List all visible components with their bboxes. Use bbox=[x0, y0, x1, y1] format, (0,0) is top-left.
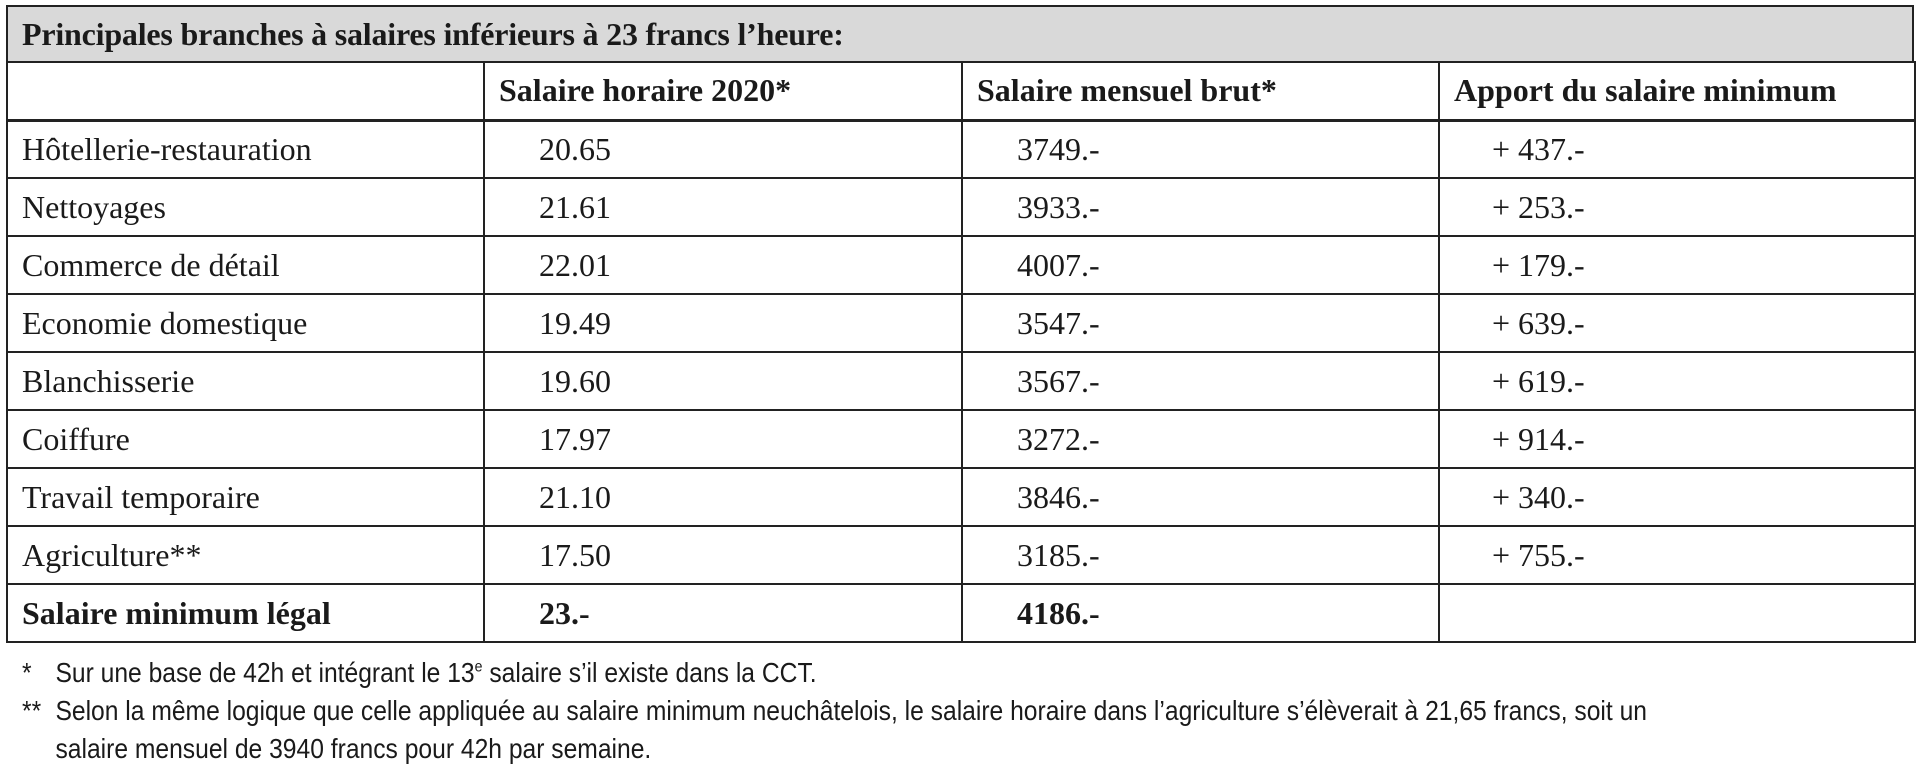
hourly-cell: 17.97 bbox=[484, 410, 962, 468]
header-row bbox=[7, 62, 1915, 120]
hourly-cell: 17.50 bbox=[484, 526, 962, 584]
branch-cell: Nettoyages bbox=[7, 178, 484, 236]
footnote-2-text: Selon la même logique que celle appliquée au salaire minimum neuchâtelois, le salaire horaire dans l’agriculture s’élèverait à 21,65 francs, soit un salaire mensuel de 3940 francs pour 42h par semaine. bbox=[55, 695, 1647, 764]
table-row bbox=[7, 178, 1915, 236]
footnote-1-text-before: Sur une base de 42h et intégrant le 13 bbox=[55, 657, 475, 688]
table-row bbox=[7, 526, 1915, 584]
total-monthly-cell: 4186.- bbox=[962, 584, 1439, 642]
footnotes bbox=[22, 654, 1676, 768]
hourly-cell: 21.61 bbox=[484, 178, 962, 236]
total-label-cell: Salaire minimum légal bbox=[7, 584, 484, 642]
column-header-monthly: Salaire mensuel brut* bbox=[962, 62, 1439, 120]
total-hourly-cell: 23.- bbox=[484, 584, 962, 642]
salary-table bbox=[6, 61, 1916, 643]
branch-cell: Hôtellerie-restauration bbox=[7, 120, 484, 178]
apport-cell: + 340.- bbox=[1439, 468, 1915, 526]
footnote-1-marker: * bbox=[22, 657, 32, 688]
total-row bbox=[7, 584, 1915, 642]
footnote-1-superscript: e bbox=[474, 658, 483, 676]
hourly-cell: 19.60 bbox=[484, 352, 962, 410]
apport-cell: + 755.- bbox=[1439, 526, 1915, 584]
branch-cell: Commerce de détail bbox=[7, 236, 484, 294]
table-row bbox=[7, 120, 1915, 178]
hourly-cell: 20.65 bbox=[484, 120, 962, 178]
table-row bbox=[7, 236, 1915, 294]
monthly-cell: 3846.- bbox=[962, 468, 1439, 526]
branch-cell: Coiffure bbox=[7, 410, 484, 468]
column-header-apport: Apport du salaire minimum bbox=[1439, 62, 1915, 120]
footnote-1 bbox=[22, 654, 1676, 692]
hourly-cell: 19.49 bbox=[484, 294, 962, 352]
branch-cell: Travail temporaire bbox=[7, 468, 484, 526]
monthly-cell: 3272.- bbox=[962, 410, 1439, 468]
apport-cell: + 437.- bbox=[1439, 120, 1915, 178]
table-row bbox=[7, 468, 1915, 526]
monthly-cell: 3547.- bbox=[962, 294, 1439, 352]
monthly-cell: 3185.- bbox=[962, 526, 1439, 584]
total-apport-cell bbox=[1439, 584, 1915, 642]
footnote-1-text-after: salaire s’il existe dans la CCT. bbox=[482, 657, 817, 688]
monthly-cell: 3567.- bbox=[962, 352, 1439, 410]
monthly-cell: 4007.- bbox=[962, 236, 1439, 294]
salary-table-container bbox=[6, 5, 1914, 643]
apport-cell: + 253.- bbox=[1439, 178, 1915, 236]
footnote-1-text bbox=[55, 654, 1676, 692]
branch-cell: Economie domestique bbox=[7, 294, 484, 352]
table-row bbox=[7, 410, 1915, 468]
column-header-hourly: Salaire horaire 2020* bbox=[484, 62, 962, 120]
monthly-cell: 3933.- bbox=[962, 178, 1439, 236]
apport-cell: + 914.- bbox=[1439, 410, 1915, 468]
footnote-2 bbox=[22, 692, 1676, 768]
apport-cell: + 639.- bbox=[1439, 294, 1915, 352]
table-row bbox=[7, 352, 1915, 410]
hourly-cell: 22.01 bbox=[484, 236, 962, 294]
column-header-branch bbox=[7, 62, 484, 120]
table-title: Principales branches à salaires inférieurs à 23 francs l’heure: bbox=[6, 5, 1914, 61]
hourly-cell: 21.10 bbox=[484, 468, 962, 526]
branch-cell: Blanchisserie bbox=[7, 352, 484, 410]
footnote-2-marker: ** bbox=[22, 695, 42, 726]
apport-cell: + 619.- bbox=[1439, 352, 1915, 410]
table-row bbox=[7, 294, 1915, 352]
monthly-cell: 3749.- bbox=[962, 120, 1439, 178]
branch-cell: Agriculture** bbox=[7, 526, 484, 584]
apport-cell: + 179.- bbox=[1439, 236, 1915, 294]
